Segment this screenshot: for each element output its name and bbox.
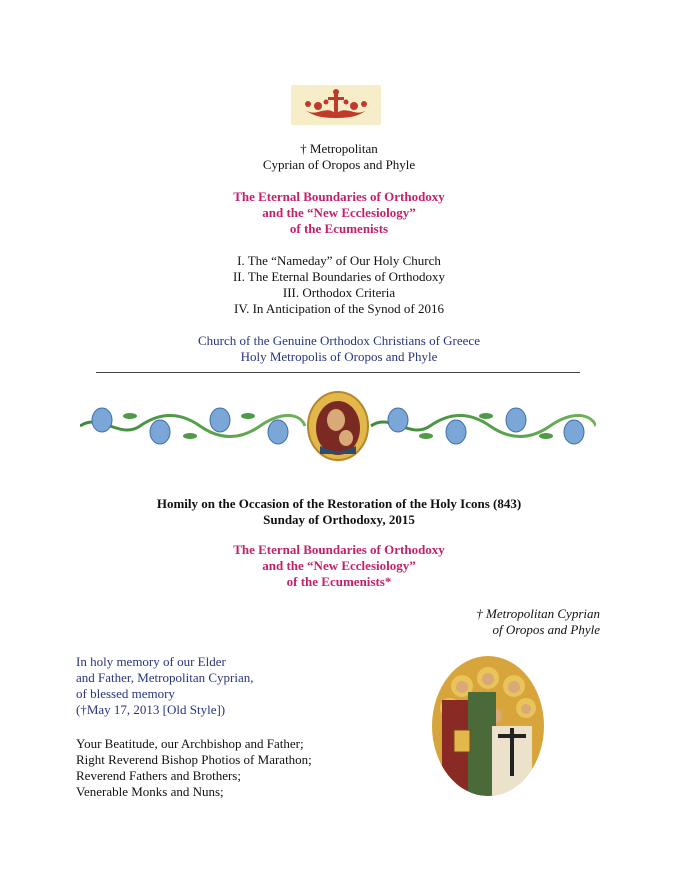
contents-item: II. The Eternal Boundaries of Orthodoxy [232,269,446,284]
dedication-line: In holy memory of our Elder [76,654,226,669]
signature [476,606,600,638]
salutation-line: Reverend Fathers and Brothers; [76,768,241,783]
homily-title-line-3: of the Ecumenists* [286,574,392,589]
homily-title-line-1: The Eternal Boundaries of Orthodoxy [233,542,445,557]
contents-item: I. The “Nameday” of Our Holy Church [237,253,441,268]
divider-rule [96,372,580,373]
church-line-1: Church of the Genuine Orthodox Christians of Greece [198,333,480,348]
salutation [76,736,312,800]
church-line-2: Holy Metropolis of Oropos and Phyle [240,349,438,364]
signature-line-1: † Metropolitan Cyprian [476,606,600,621]
author-header [0,141,678,173]
signature-line-2: of Oropos and Phyle [492,622,600,637]
homily-heading [0,496,678,528]
salutation-line: Venerable Monks and Nuns; [76,784,224,799]
church-name [0,333,678,365]
dedication-line: of blessed memory [76,686,175,701]
main-title-line-3: of the Ecumenists [289,221,389,236]
salutation-line: Right Reverend Bishop Photios of Marathon; [76,752,312,767]
ornamental-border [80,390,596,462]
main-title-line-1: The Eternal Boundaries of Orthodoxy [233,189,445,204]
author-line-2: Cyprian of Oropos and Phyle [262,157,416,172]
salutation-line: Your Beatitude, our Archbishop and Father; [76,736,304,751]
homily-title [0,542,678,590]
memorial-dedication [76,654,253,718]
table-of-contents [0,253,678,317]
author-line-1: † Metropolitan [300,141,378,156]
saints-icon [432,656,544,796]
homily-line-1: Homily on the Occasion of the Restoration of the Holy Icons (843) [156,496,522,511]
homily-line-2: Sunday of Orthodoxy, 2015 [263,512,415,527]
main-title-line-2: and the “New Ecclesiology” [262,205,416,220]
contents-item: IV. In Anticipation of the Synod of 2016 [234,301,444,316]
main-title [0,189,678,237]
homily-title-line-2: and the “New Ecclesiology” [262,558,416,573]
theotokos-icon [308,392,368,460]
contents-item: III. Orthodox Criteria [282,285,396,300]
dedication-line: and Father, Metropolitan Cyprian, [76,670,254,685]
cross-emblem-icon [291,85,381,125]
dedication-line: (†May 17, 2013 [Old Style]) [76,702,226,717]
